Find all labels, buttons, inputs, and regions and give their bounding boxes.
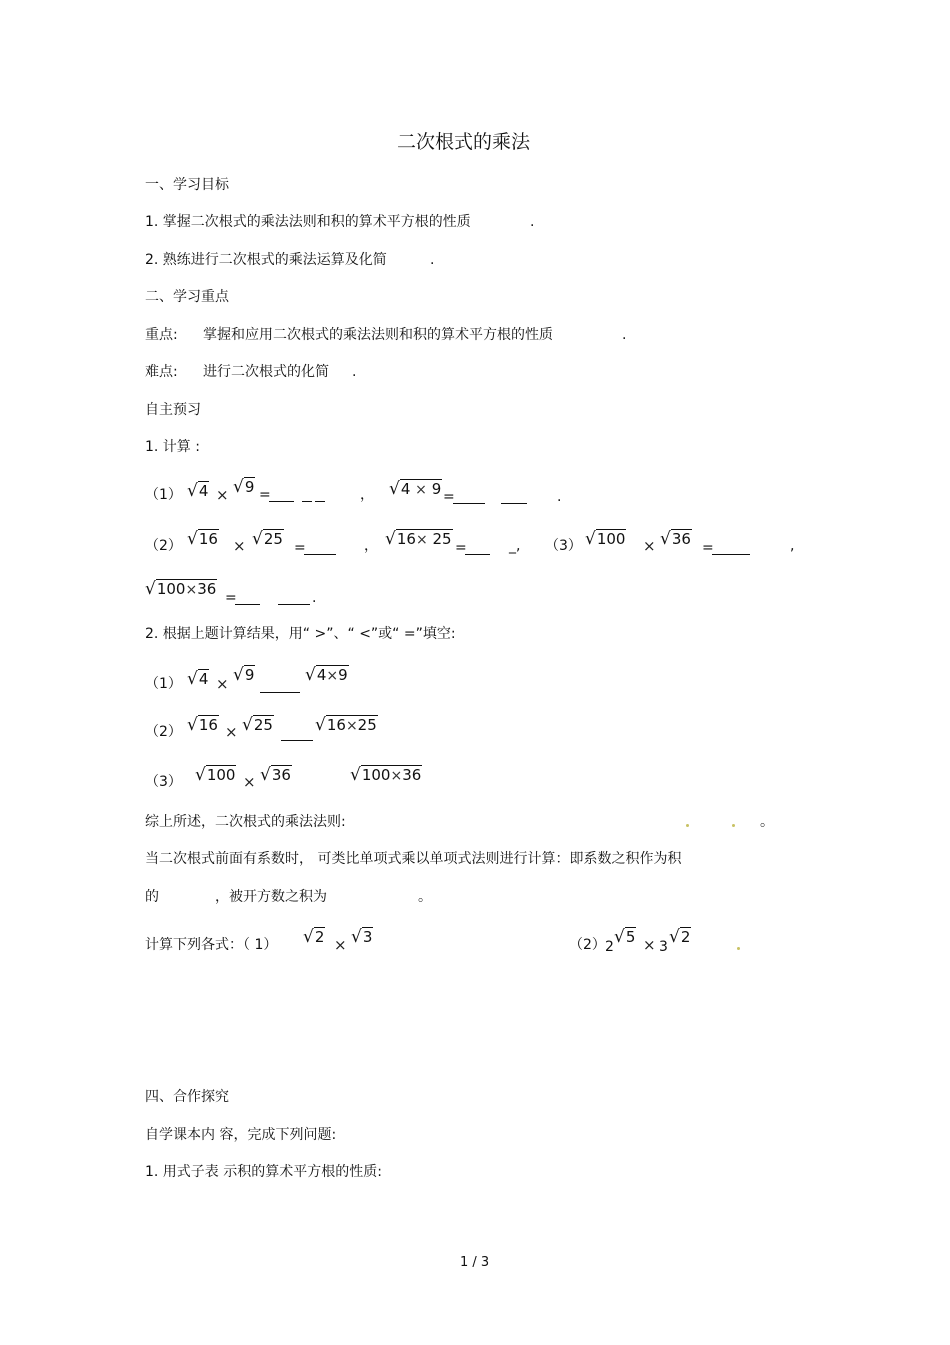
question-1: 1. 计算 : <box>145 439 200 455</box>
compare-blank-2[interactable] <box>281 725 313 743</box>
compare-blank-1[interactable] <box>260 677 300 695</box>
section-heading-explore: 四、合作探究 <box>145 1089 229 1105</box>
sqrt-4: √4 <box>187 669 209 689</box>
sqrt-16x25: √16× 25 <box>385 529 452 549</box>
sqrt-4x9: √4 × 9 <box>389 479 442 499</box>
page-title: 二次根式的乘法 <box>397 131 531 153</box>
equals-2: = <box>443 489 455 505</box>
sqrt-16x25: √16×25 <box>315 715 377 735</box>
equals-1: = <box>259 487 271 503</box>
times-symbol: × <box>334 936 347 954</box>
calc2-label: （2） <box>569 937 606 953</box>
equals-6: = <box>225 590 237 606</box>
hard-label: 难点: <box>145 364 178 380</box>
section-heading-key: 二、学习重点 <box>145 289 229 305</box>
hard-text: 进行二次根式的化简 <box>203 364 329 380</box>
sqrt-2: √2 <box>303 927 325 947</box>
times-symbol: × <box>243 773 256 791</box>
section-heading-goals: 一、学习目标 <box>145 177 229 193</box>
equals-3: = <box>294 540 306 556</box>
scan-dot <box>686 824 689 827</box>
times-symbol: × <box>643 537 656 555</box>
page-number: 1 / 3 <box>460 1255 490 1270</box>
compare-1-label: （1） <box>145 676 182 692</box>
question-2: 2. 根据上题计算结果，用“ >”、“ <”或“ =”填空: <box>145 626 456 642</box>
key-end: . <box>622 327 627 343</box>
sqrt-16: √16 <box>187 715 218 735</box>
times-symbol: × <box>225 723 238 741</box>
blank-5[interactable] <box>712 539 750 557</box>
coef-3: 3 <box>659 939 668 955</box>
equals-5: = <box>702 540 714 556</box>
sqrt-25: √25 <box>242 715 273 735</box>
blank-2[interactable] <box>453 488 527 506</box>
row2-label: （2） <box>145 538 182 554</box>
blank-1[interactable] <box>269 486 325 504</box>
comma-1: ， <box>360 487 374 503</box>
coefficient-line-2b: ，被开方数之积为 <box>215 889 327 905</box>
blank-3[interactable] <box>304 539 336 557</box>
sqrt-16: √16 <box>187 529 218 549</box>
scan-dot <box>732 824 735 827</box>
times-symbol: × <box>233 537 246 555</box>
comma-2: ， <box>364 538 378 554</box>
goal-item-1: 1. 掌握二次根式的乘法法则和积的算术平方根的性质 <box>145 214 471 230</box>
times-symbol: × <box>216 486 229 504</box>
goal-item-1-end: . <box>530 214 535 230</box>
coefficient-line: 当二次根式前面有系数时， 可类比单项式乘以单项式法则进行计算：即系数之积作为积 <box>145 851 682 867</box>
sqrt-2: √2 <box>669 927 691 947</box>
compare-3-label: （3） <box>145 774 182 790</box>
coefficient-line-2a: 的 <box>145 889 159 905</box>
row2-tail: _, <box>509 538 521 554</box>
sqrt-36: √36 <box>660 529 691 549</box>
comma-3: , <box>790 538 795 554</box>
goal-item-2: 2. 熟练进行二次根式的乘法运算及化简 <box>145 252 387 268</box>
coefficient-line-2-end: 。 <box>418 889 432 905</box>
sqrt-100x36: √100×36 <box>350 765 422 785</box>
coef-2: 2 <box>605 939 614 955</box>
sqrt-9: √9 <box>233 477 255 497</box>
period-1: . <box>557 489 562 505</box>
preview-heading: 自主预习 <box>145 402 201 418</box>
sqrt-25: √25 <box>252 529 283 549</box>
sqrt-5: √5 <box>614 927 636 947</box>
key-text: 掌握和应用二次根式的乘法法则和积的算术平方根的性质 <box>203 327 553 343</box>
sqrt-100: √100 <box>195 765 236 785</box>
hard-end: . <box>352 364 357 380</box>
compare-2-label: （2） <box>145 724 182 740</box>
summary-line: 综上所述，二次根式的乘法法则: <box>145 814 346 830</box>
sqrt-4: √4 <box>187 481 209 501</box>
row2-label3: （3） <box>545 538 582 554</box>
times-symbol: × <box>643 936 656 954</box>
row1-label: （1） <box>145 487 182 503</box>
blank-4[interactable] <box>465 539 490 557</box>
key-label: 重点: <box>145 327 178 343</box>
calc-label: 计算下列各式：（ 1） <box>145 937 278 953</box>
period-2: . <box>312 590 317 606</box>
sqrt-100: √100 <box>585 529 626 549</box>
scan-dot <box>737 947 740 950</box>
goal-item-2-end: . <box>430 252 435 268</box>
equals-4: = <box>455 540 467 556</box>
sqrt-9: √9 <box>233 665 255 685</box>
explore-line-2: 1. 用式子表 示积的算术平方根的性质: <box>145 1164 382 1180</box>
sqrt-36: √36 <box>260 765 291 785</box>
times-symbol: × <box>216 675 229 693</box>
sqrt-4x9: √4×9 <box>305 665 348 685</box>
blank-6[interactable] <box>235 589 310 607</box>
summary-end: 。 <box>760 814 774 830</box>
sqrt-3: √3 <box>351 927 373 947</box>
sqrt-100x36: √100×36 <box>145 579 217 599</box>
explore-line-1: 自学课本内 容，完成下列问题: <box>145 1127 337 1143</box>
